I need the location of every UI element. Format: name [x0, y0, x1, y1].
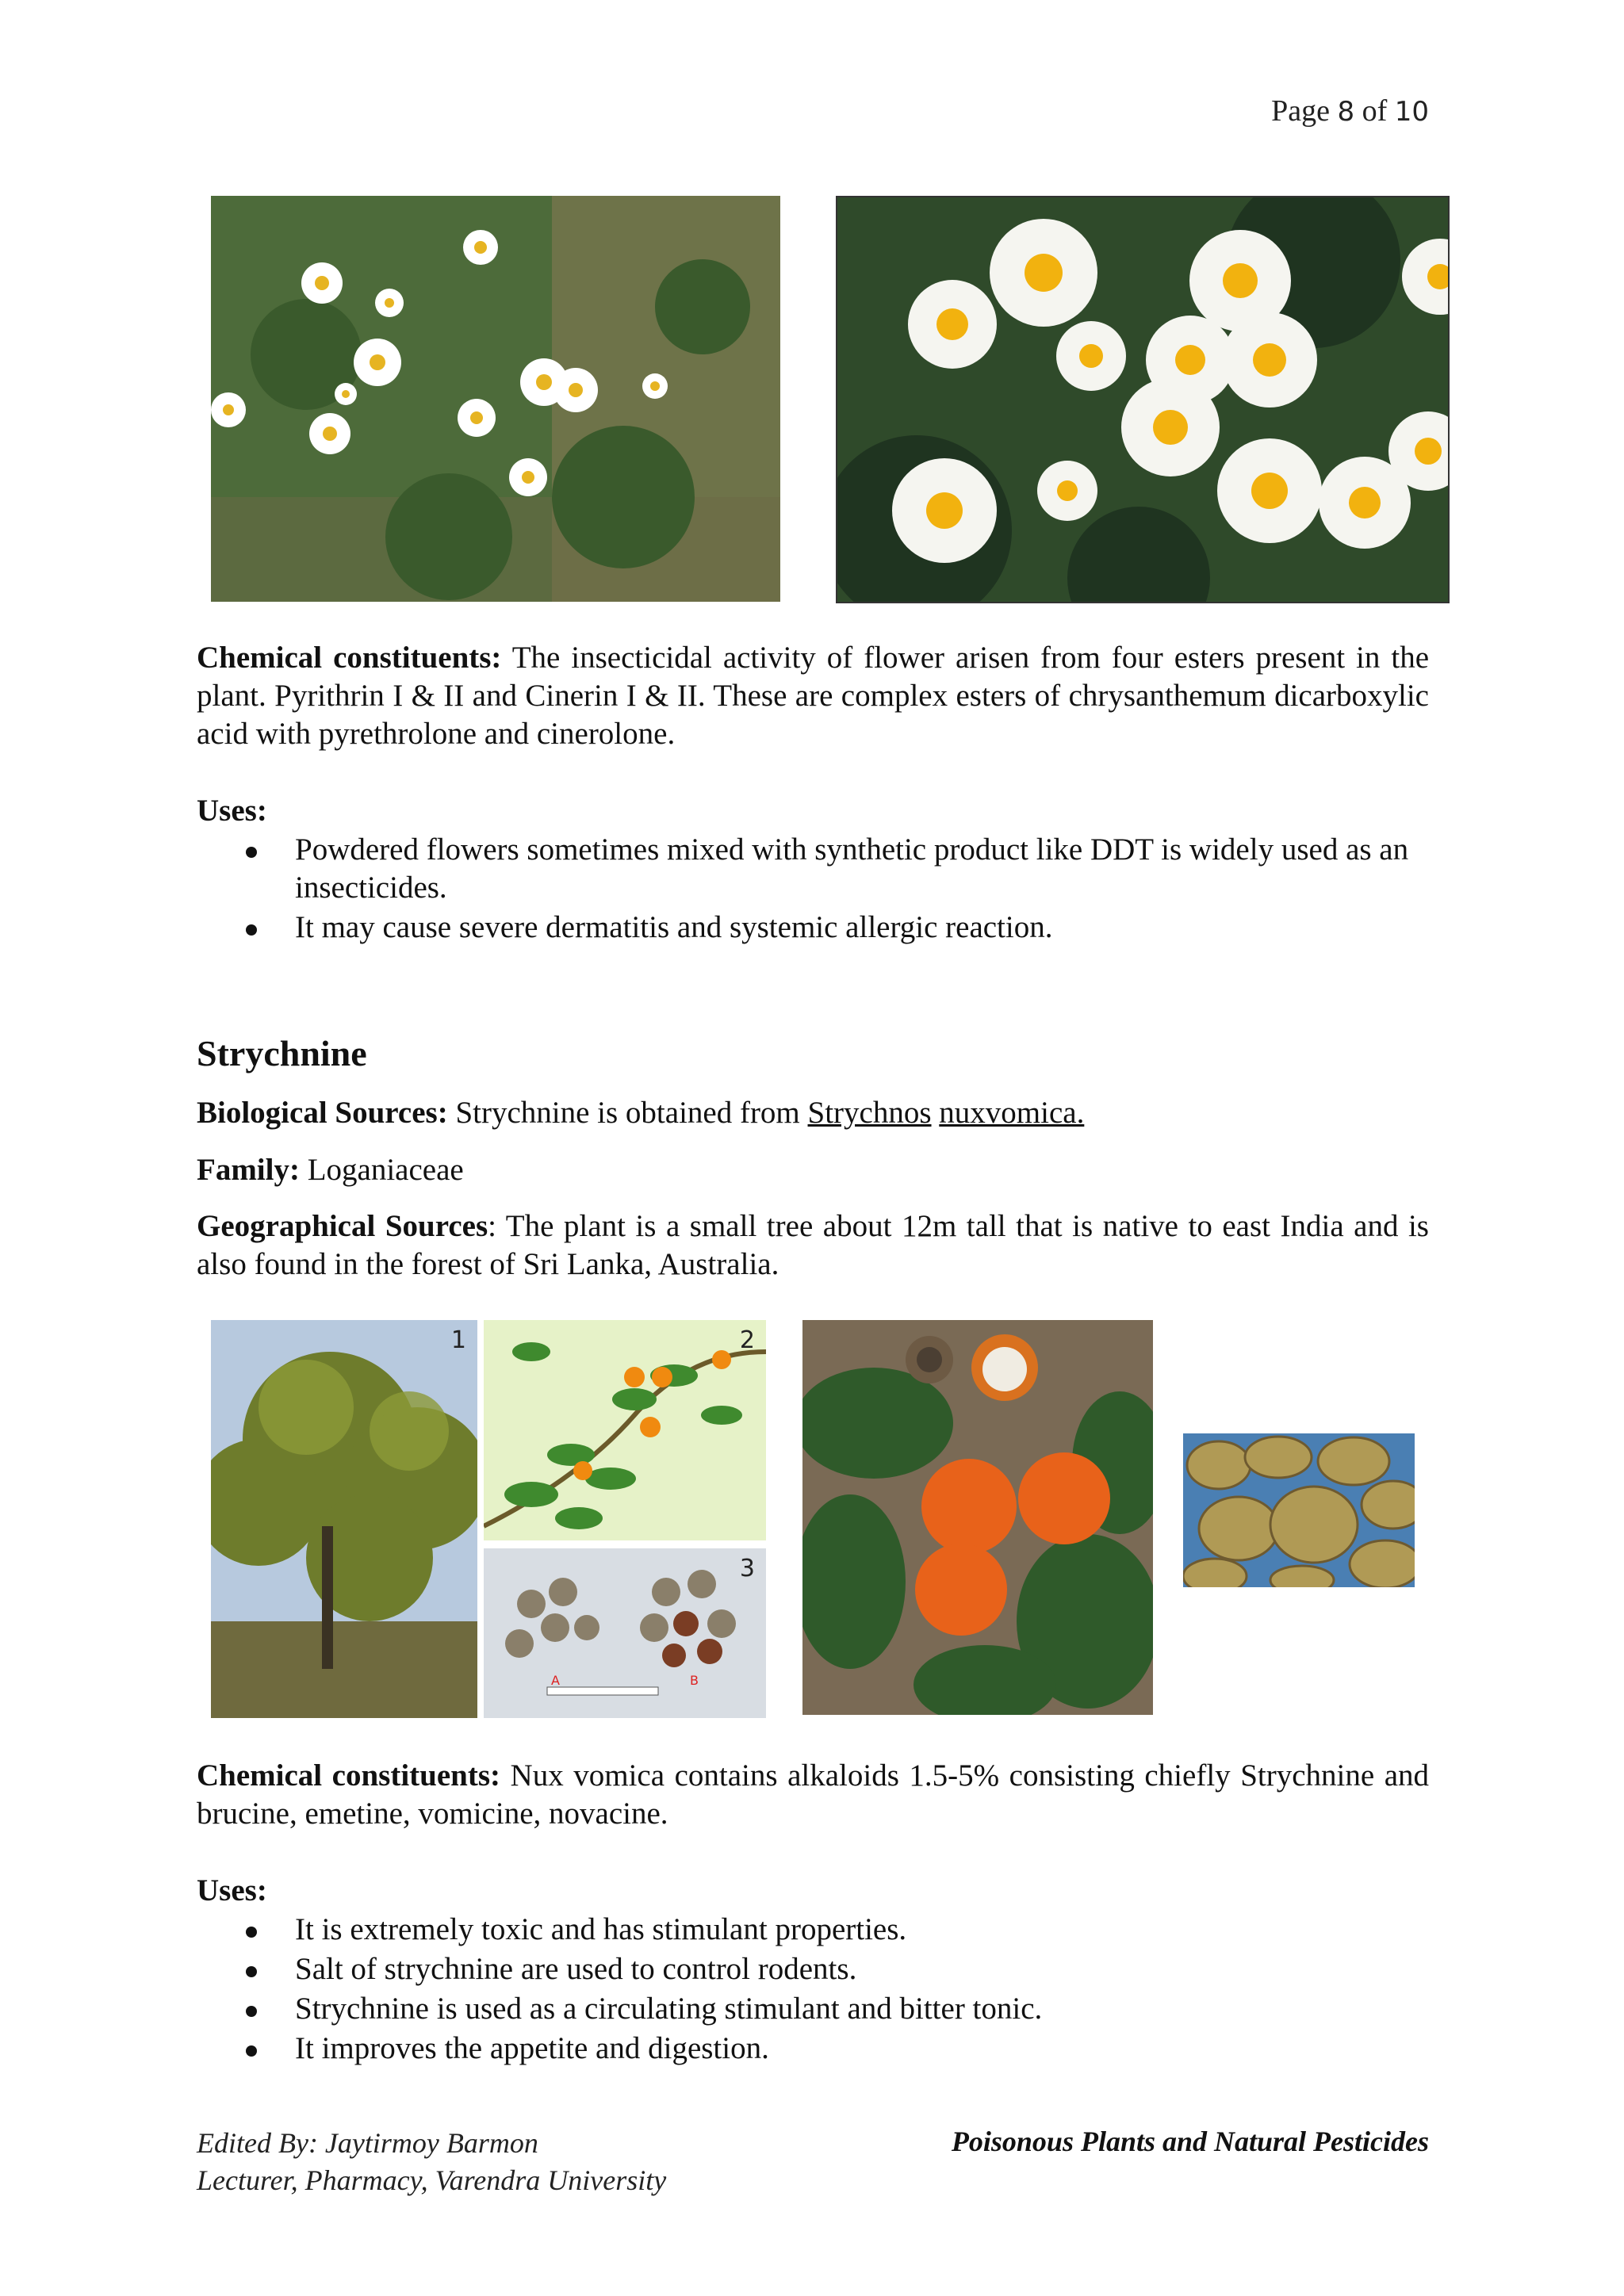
photo-label-1: 1 [450, 1326, 466, 1354]
nux-vomica-dried-seeds-photo [1183, 1433, 1415, 1587]
chemical-text: Nux vomica contains alkaloids 1.5-5% consisting chiefly Strychnine and brucine, emetine, vomicine, novacine. [197, 1758, 1430, 1831]
species-link: nuxvomica. [939, 1096, 1085, 1130]
chemical-text: The insecticidal activity of flower arisen from four esters present in the plant. Pyrithrin I & II and Cinerin I & II. These are complex esters of chrysanthemum dicarboxylic acid with pyrethrolone and cinerolone. [197, 641, 1430, 751]
strychnos-tree-photo [211, 1320, 477, 1718]
family: Family: Loganiaceae [197, 1153, 464, 1187]
svg-text:B: B [690, 1673, 699, 1688]
photo-label-2: 2 [739, 1326, 755, 1354]
chemical-label: Chemical constituents: [197, 641, 502, 675]
nux-vomica-fruits-photo [802, 1320, 1153, 1715]
strychnine-uses-heading: Uses: [197, 1873, 267, 1908]
pyrethrum-uses-list [197, 831, 1429, 948]
list-item: Powdered flowers sometimes mixed with synthetic product like DDT is widely used as an insecticides. [197, 831, 1429, 907]
strychnos-fruit-branch-photo [484, 1320, 766, 1540]
list-item: It improves the appetite and digestion. [197, 2030, 1429, 2068]
strychnine-uses-list [197, 1911, 1429, 2069]
section-title-strychnine: Strychnine [197, 1033, 367, 1073]
list-item: It is extremely toxic and has stimulant properties. [197, 1911, 1429, 1949]
strychnos-seeds-photo [484, 1548, 766, 1718]
editor-position: Lecturer, Pharmacy, Varendra University [197, 2164, 667, 2196]
list-item: Salt of strychnine are used to control rodents. [197, 1950, 1429, 1988]
chemical-label: Chemical constituents: [197, 1758, 500, 1793]
pyrethrum-closeup-photo [836, 196, 1450, 603]
svg-text:A: A [551, 1673, 560, 1688]
footer-editor [197, 2125, 666, 2199]
list-item: It may cause severe dermatitis and systemic allergic reaction. [197, 909, 1429, 947]
editor-name: Edited By: Jaytirmoy Barmon [197, 2127, 538, 2159]
list-item: Strychnine is used as a circulating stimulant and bitter tonic. [197, 1990, 1429, 2028]
genus-link: Strychnos [807, 1096, 932, 1130]
page-number: Page 8 of 10 [1271, 94, 1429, 128]
pyrethrum-chemical-constituents [197, 639, 1429, 753]
biological-sources: Biological Sources: Strychnine is obtained from Strychnos nuxvomica. [197, 1096, 1085, 1130]
photo-label-3: 3 [739, 1555, 755, 1582]
strychnine-chemical-constituents [197, 1757, 1429, 1833]
footer-document-title: Poisonous Plants and Natural Pesticides [951, 2126, 1429, 2157]
pyrethrum-uses-heading: Uses: [197, 794, 267, 828]
geographical-sources: Geographical Sources: The plant is a small tree about 12m tall that is native to east India and is also found in the forest of Sri Lanka, Australia. [197, 1209, 1429, 1281]
pyrethrum-field-photo [211, 196, 780, 602]
